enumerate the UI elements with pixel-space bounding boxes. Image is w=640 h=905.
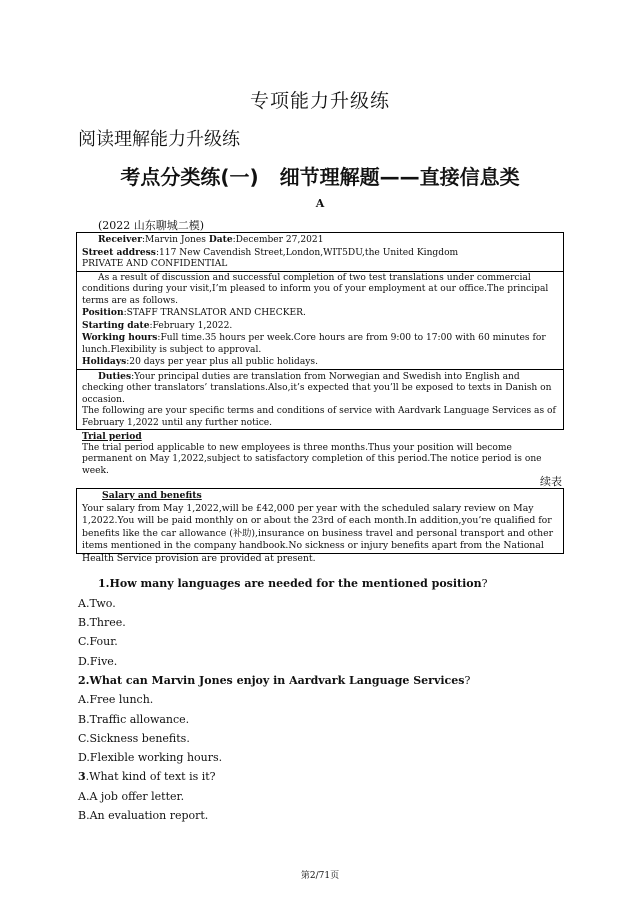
- working-hours-line: [82, 332, 558, 356]
- duties-value: :Your principal duties are translation from Norwegian and Swedish into English and checking other translators’ translations.Also,it’s expected that you’ll be exposed to texts in Danish on occasion.: [82, 371, 552, 405]
- receiver-line: [82, 234, 558, 247]
- duties-label: Duties: [98, 370, 132, 382]
- page-footer: 第2/71页: [300, 871, 340, 881]
- option-2d[interactable]: D.Flexible working hours.: [78, 751, 223, 764]
- position-line: [82, 307, 558, 320]
- salary-heading: Salary and benefits: [102, 490, 202, 501]
- option-3a[interactable]: A.A job offer letter.: [78, 790, 185, 803]
- option-3b[interactable]: B.An evaluation report.: [78, 809, 209, 822]
- letter-duties-block: [77, 370, 563, 431]
- letter-box: [76, 232, 564, 476]
- question-3: [78, 770, 216, 783]
- letter-header-block: [77, 233, 563, 272]
- source-note: (2022 山东聊城二模): [98, 219, 205, 232]
- letter-trial-block: [77, 430, 563, 477]
- page-title: 专项能力升级练: [249, 90, 390, 112]
- passage-letter: A: [315, 197, 325, 210]
- start-date-label: Starting date: [82, 319, 150, 331]
- working-hours-label: Working hours: [82, 332, 158, 343]
- question-2: [78, 674, 470, 687]
- street-label: Street address: [82, 246, 156, 258]
- question-end: ?: [464, 674, 471, 687]
- section-subtitle: 阅读理解能力升级练: [78, 129, 240, 150]
- option-2a[interactable]: A.Free lunch.: [78, 693, 154, 706]
- question-end: ?: [481, 577, 488, 590]
- working-hours-value: :Full time.35 hours per week.Core hours are from 9:00 to 17:00 with 60 minutes for lunch.Flexibility is subject to approval.: [82, 333, 546, 355]
- continuation-label: 续表: [540, 475, 562, 488]
- option-1d[interactable]: D.Five.: [78, 655, 118, 668]
- holidays-line: [82, 356, 558, 369]
- question-stem: .What can Marvin Jones enjoy in Aardvark Language Services: [85, 674, 465, 687]
- holidays-value: :20 days per year plus all public holidays.: [126, 357, 318, 367]
- question-1: [98, 577, 488, 590]
- street-line: [82, 247, 558, 260]
- trial-period-text: The trial period applicable to new employees is three months.Thus your position will become permanent on May 1,2022,subject to satisfactory completion of this period.The notice period is one week.: [82, 442, 542, 476]
- option-1a[interactable]: A.Two.: [78, 597, 116, 610]
- question-number: 1: [98, 577, 106, 590]
- holidays-label: Holidays: [82, 356, 127, 367]
- question-number: 3: [78, 770, 86, 783]
- salary-text: Your salary from May 1,2022,will be £42,000 per year with the scheduled salary review on May 1,2022.You will be paid monthly on or about the 23rd of each month.In addition,you’re qualified for benefits like the car allowance (补助),insurance on business travel and personal transport and other items mentioned in the company handbook.No sickness or injury benefits apart from the National Health Service provision are provided at present.: [82, 502, 554, 564]
- date-value: :December 27,2021: [232, 235, 324, 245]
- intro-paragraph: As a result of discussion and successful completion of two test translations under commercial conditions during your visit,I’m pleased to inform you of your employment at our office.The principal terms are as follows.: [82, 272, 549, 306]
- option-1b[interactable]: B.Three.: [78, 616, 126, 629]
- salary-box: [76, 488, 564, 564]
- date-label: Date: [208, 234, 233, 245]
- duties-paragraph: [82, 371, 558, 407]
- option-2c[interactable]: C.Sickness benefits.: [78, 732, 190, 745]
- salary-block: [77, 489, 563, 565]
- private-line: PRIVATE AND CONFIDENTIAL: [82, 259, 228, 269]
- question-stem: .What kind of text is it: [85, 770, 210, 783]
- receiver-value: :Marvin Jones: [141, 235, 209, 245]
- option-1c[interactable]: C.Four.: [78, 635, 118, 648]
- question-end: ?: [209, 770, 216, 783]
- start-date-value: :February 1,2022.: [149, 320, 233, 331]
- street-value: :117 New Cavendish Street,London,WIT5DU,the United Kingdom: [155, 247, 459, 258]
- receiver-label: Receiver: [98, 234, 142, 245]
- letter-terms-block: [77, 272, 563, 370]
- topic-heading: 考点分类练(一) 细节理解题——直接信息类: [120, 165, 520, 189]
- question-number: 2: [78, 674, 86, 687]
- position-label: Position: [82, 307, 124, 318]
- trial-period-heading: Trial period: [82, 431, 142, 442]
- position-value: :STAFF TRANSLATOR AND CHECKER.: [123, 308, 306, 318]
- terms-paragraph: The following are your specific terms and conditions of service with Aardvark Language Services as of February 1,2022 until any further notice.: [82, 406, 556, 428]
- question-stem: .How many languages are needed for the mentioned position: [105, 577, 482, 590]
- option-2b[interactable]: B.Traffic allowance.: [78, 713, 190, 726]
- start-date-line: [82, 320, 558, 333]
